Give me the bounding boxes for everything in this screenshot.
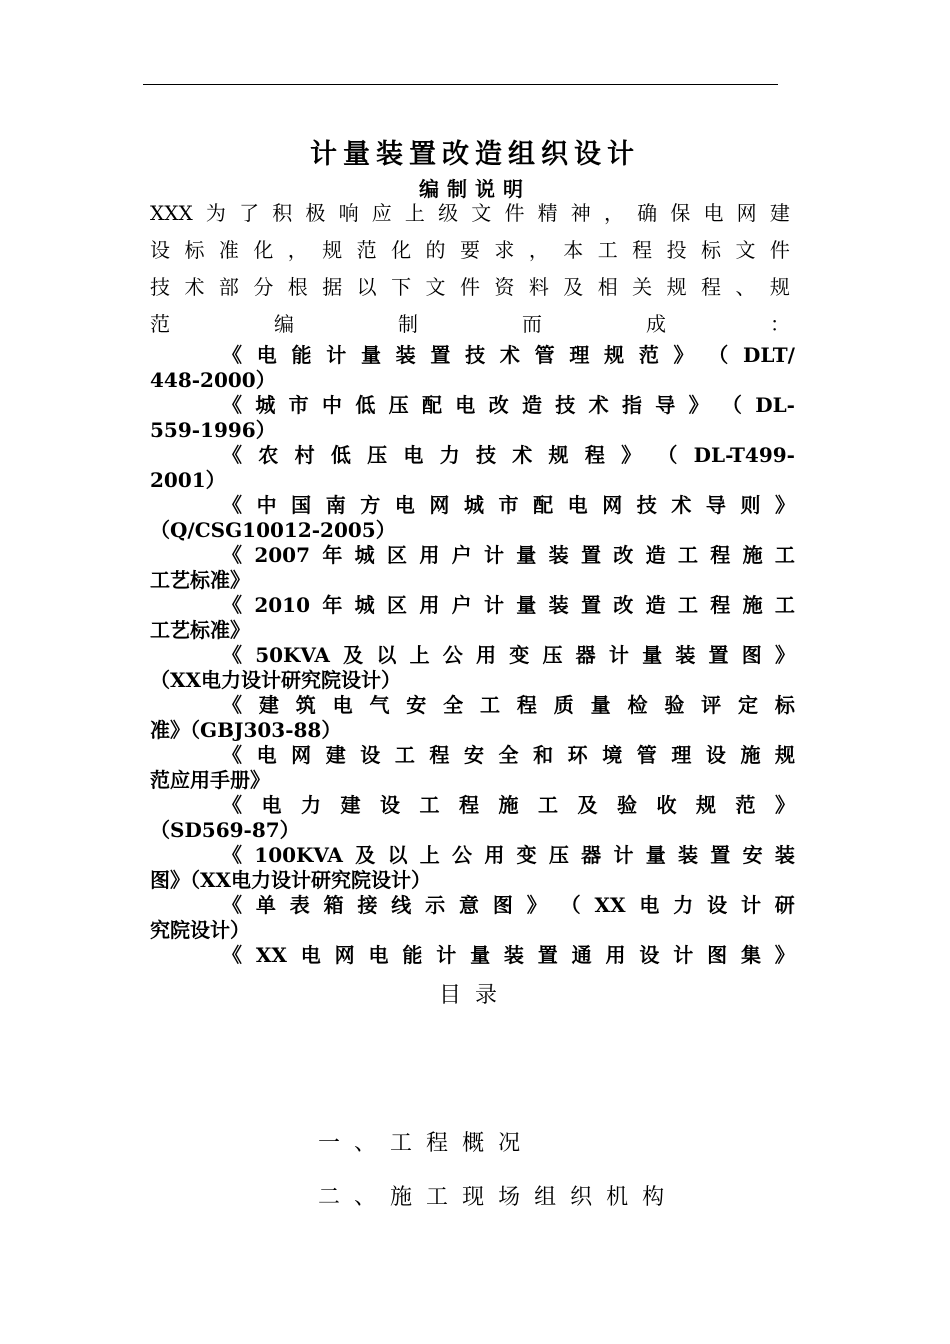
reference-line: 《 城 市 中 低 压 配 电 改 造 技 术 指 导 》 （ DL- <box>222 393 795 417</box>
toc-item: 一 、 工 程 概 况 <box>318 1131 521 1156</box>
intro-paragraph <box>150 195 790 343</box>
header-rule <box>143 84 778 85</box>
reference-item <box>150 893 795 943</box>
intro-line: 技 术 部 分 根 据 以 下 文 件 资 料 及 相 关 规 程 、 规 <box>150 275 790 299</box>
reference-item <box>150 793 795 843</box>
reference-line: 《 100KVA 及 以 上 公 用 变 压 器 计 量 装 置 安 装 <box>222 843 795 867</box>
reference-line: （Q/CSG10012-2005） <box>150 518 396 542</box>
reference-item <box>150 343 795 393</box>
reference-item <box>150 643 795 693</box>
reference-item <box>150 543 795 593</box>
toc-item: 二 、 施 工 现 场 组 织 机 构 <box>318 1185 665 1210</box>
reference-line: 448-2000） <box>150 368 276 392</box>
reference-line: （XX电力设计研究院设计） <box>150 668 402 692</box>
document-title: 计量装置改造组织设计 <box>310 139 640 170</box>
intro-line: XXX 为 了 积 极 响 应 上 级 文 件 精 神 ， 确 保 电 网 建 <box>150 201 790 225</box>
reference-line: 准》（GBJ303-88） <box>150 718 342 742</box>
reference-line: 《 XX 电 网 电 能 计 量 装 置 通 用 设 计 图 集 》 <box>222 943 795 967</box>
intro-line: 设 标 准 化 ， 规 范 化 的 要 求 ， 本 工 程 投 标 文 件 <box>150 238 790 262</box>
reference-line: 《 电 能 计 量 装 置 技 术 管 理 规 范 》 （ DLT/ <box>222 343 795 367</box>
reference-line: 工艺标准》 <box>150 618 250 642</box>
toc-title: 目录 <box>438 983 511 1008</box>
reference-line: 范应用手册》 <box>150 768 270 792</box>
section-heading: 编制说明 <box>419 177 531 201</box>
reference-line: 2001） <box>150 468 226 492</box>
intro-line: 范 编 制 而 成 ： <box>150 312 790 336</box>
reference-line: 究院设计） <box>150 918 250 942</box>
reference-line: 工艺标准》 <box>150 568 250 592</box>
reference-list <box>150 343 795 968</box>
reference-item <box>150 943 795 968</box>
table-of-contents <box>318 1124 678 1232</box>
reference-line: 《 50KVA 及 以 上 公 用 变 压 器 计 量 装 置 图 》 <box>222 643 795 667</box>
reference-item <box>150 493 795 543</box>
reference-item <box>150 593 795 643</box>
reference-line: 《 2010 年 城 区 用 户 计 量 装 置 改 造 工 程 施 工 <box>222 593 795 617</box>
reference-line: （SD569-87） <box>150 818 300 842</box>
reference-item <box>150 443 795 493</box>
reference-item <box>150 693 795 743</box>
reference-line: 《 单 表 箱 接 线 示 意 图 》 （ XX 电 力 设 计 研 <box>222 893 795 917</box>
reference-line: 《 2007 年 城 区 用 户 计 量 装 置 改 造 工 程 施 工 <box>222 543 795 567</box>
reference-line: 图》（XX电力设计研究院设计） <box>150 868 432 892</box>
reference-line: 《 农 村 低 压 电 力 技 术 规 程 》 （ DL-T499- <box>222 443 795 467</box>
reference-line: 559-1996） <box>150 418 276 442</box>
reference-line: 《 电 网 建 设 工 程 安 全 和 环 境 管 理 设 施 规 <box>222 743 795 767</box>
reference-line: 《 电 力 建 设 工 程 施 工 及 验 收 规 范 》 <box>222 793 795 817</box>
reference-line: 《 建 筑 电 气 安 全 工 程 质 量 检 验 评 定 标 <box>222 693 795 717</box>
reference-item <box>150 743 795 793</box>
reference-item <box>150 843 795 893</box>
reference-line: 《 中 国 南 方 电 网 城 市 配 电 网 技 术 导 则 》 <box>222 493 795 517</box>
reference-item <box>150 393 795 443</box>
